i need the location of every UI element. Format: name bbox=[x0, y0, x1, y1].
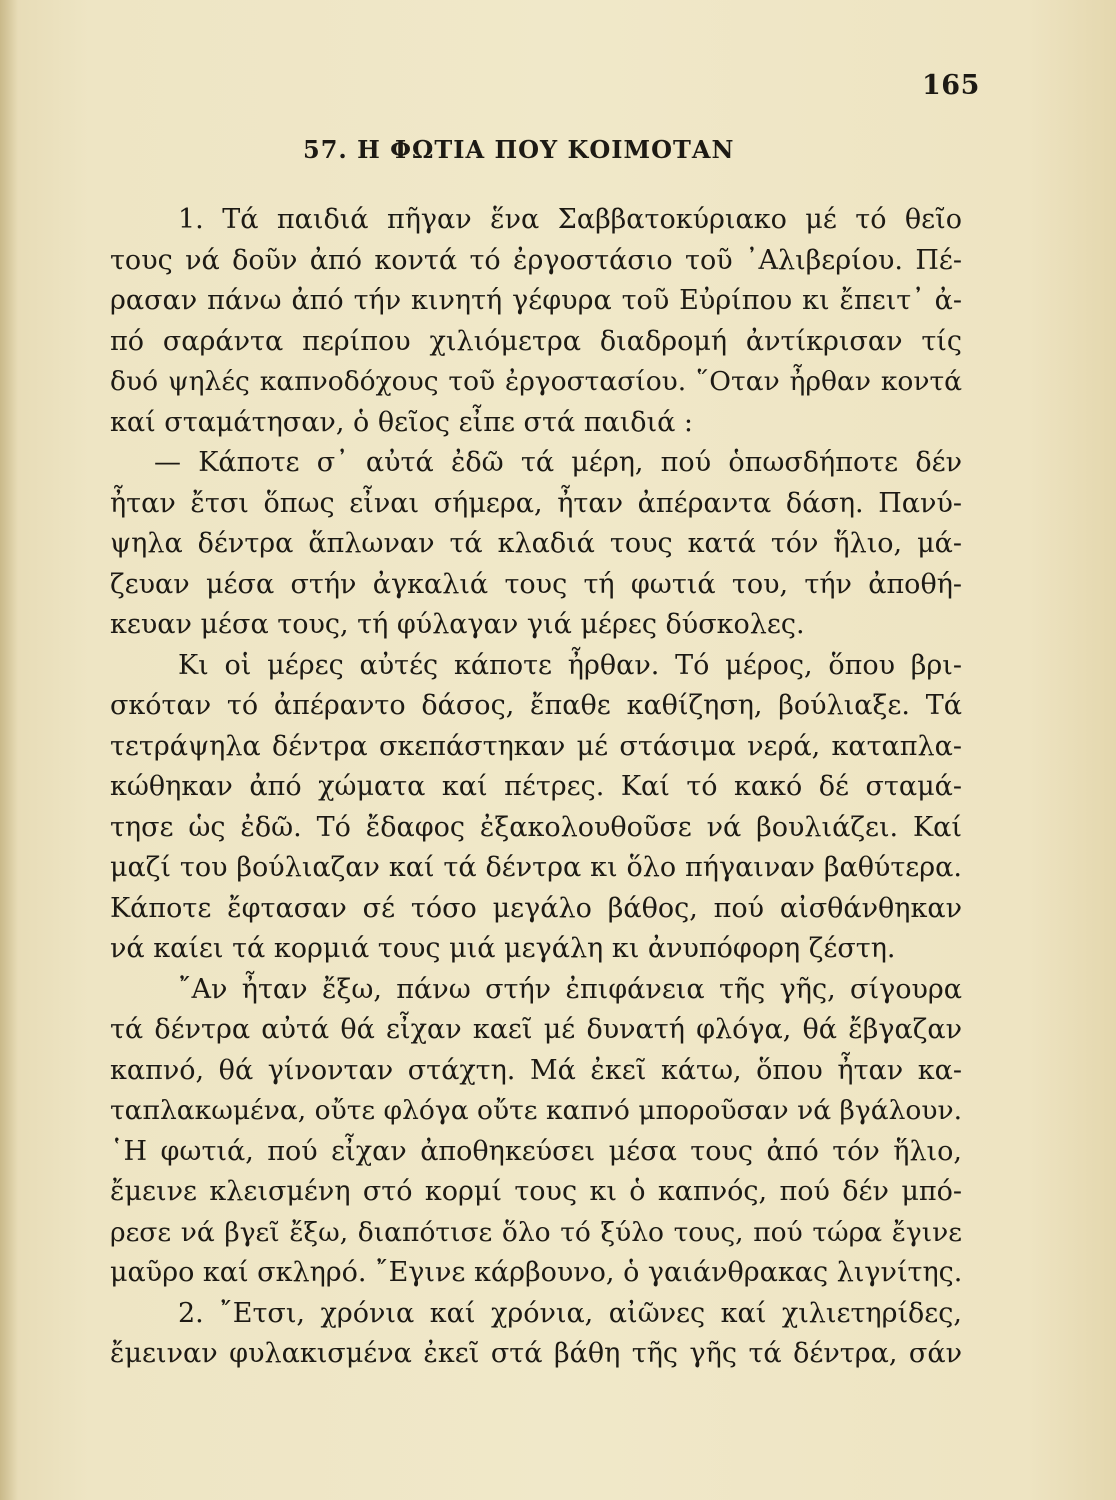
text-line: τά δέντρα αὐτά θά εἶχαν καεῖ μέ δυνατή φλόγα, θά ἔβγαζαν bbox=[110, 1014, 962, 1045]
text-line: καπνό, θά γίνονταν στάχτη. Μά ἐκεῖ κάτω, ὅπου ἦταν κα- bbox=[110, 1054, 962, 1086]
spine-shadow bbox=[0, 0, 18, 1500]
body-text bbox=[110, 200, 962, 1375]
page-number: 165 bbox=[922, 70, 980, 101]
text-line: κευαν μέσα τους, τή φύλαγαν γιά μέρες δύσκολες. bbox=[110, 609, 805, 640]
text-line: ἦταν ἔτσι ὅπως εἶναι σήμερα, ἦταν ἀπέραντα δάση. Πανύ- bbox=[110, 487, 962, 519]
text-line: καί σταμάτησαν, ὁ θεῖος εἶπε στά παιδιά : bbox=[110, 406, 694, 438]
chapter-title: 57. Η ΦΩΤΙΑ ΠΟΥ ΚΟΙΜΟΤΑΝ bbox=[303, 135, 735, 164]
text-line: 1. Τά παιδιά πῆγαν ἕνα Σαββατοκύριακο μέ τό θεῖο bbox=[178, 204, 962, 235]
text-line: μαῦρο καί σκληρό. ῎Εγινε κάρβουνο, ὁ γαιάνθρακας λιγνίτης. bbox=[110, 1257, 963, 1288]
text-line: ρασαν πάνω ἀπό τήν κινητή γέφυρα τοῦ Εὐρίπου κι ἔπειτ᾽ ἀ- bbox=[110, 285, 962, 316]
text-line: Κι οἱ μέρες αὐτές κάποτε ἦρθαν. Τό μέρος, ὅπου βρι- bbox=[178, 649, 962, 681]
text-line: ψηλα δέντρα ἅπλωναν τά κλαδιά τους κατά τόν ἥλιο, μά- bbox=[110, 528, 962, 559]
text-line: ῎Αν ἦταν ἔξω, πάνω στήν ἐπιφάνεια τῆς γῆς, σίγουρα bbox=[178, 973, 962, 1005]
text-line: πό σαράντα περίπου χιλιόμετρα διαδρομή ἀντίκρισαν τίς bbox=[110, 325, 962, 357]
text-line: ρεσε νά βγεῖ ἔξω, διαπότισε ὅλο τό ξύλο τους, πού τώρα ἔγινε bbox=[110, 1216, 962, 1248]
text-line: — Κάποτε σ᾽ αὐτά ἐδῶ τά μέρη, πού ὁπωσδήποτε δέν bbox=[154, 447, 962, 478]
text-line: ἔμειναν φυλακισμένα ἐκεῖ στά βάθη τῆς γῆς τά δέντρα, σάν bbox=[110, 1338, 962, 1369]
text-line: τους νά δοῦν ἀπό κοντά τό ἐργοστάσιο τοῦ ᾽Αλιβερίου. Πέ- bbox=[110, 244, 962, 276]
text-line: δυό ψηλές καπνοδόχους τοῦ ἐργοστασίου. ῞Οταν ἦρθαν κοντά bbox=[110, 366, 962, 397]
text-line: ῾Η φωτιά, πού εἶχαν ἀποθηκεύσει μέσα τους ἀπό τόν ἥλιο, bbox=[110, 1135, 962, 1167]
text-line: νά καίει τά κορμιά τους μιά μεγάλη κι ἀνυπόφορη ζέστη. bbox=[110, 933, 896, 964]
text-line: 2. ῎Ετσι, χρόνια καί χρόνια, αἰῶνες καί χιλιετηρίδες, bbox=[178, 1297, 962, 1329]
text-line: μαζί του βούλιαζαν καί τά δέντρα κι ὅλο πήγαιναν βαθύτερα. bbox=[110, 852, 962, 883]
text-line: τησε ὡς ἐδῶ. Τό ἔδαφος ἐξακολουθοῦσε νά βουλιάζει. Καί bbox=[110, 811, 962, 843]
text-line: τετράψηλα δέντρα σκεπάστηκαν μέ στάσιμα νερά, καταπλα- bbox=[110, 730, 962, 762]
text-line: σκόταν τό ἀπέραντο δάσος, ἔπαθε καθίζηση, βούλιαξε. Τά bbox=[110, 690, 962, 721]
text-line: ζευαν μέσα στήν ἀγκαλιά τους τή φωτιά του, τήν ἀποθή- bbox=[110, 568, 962, 600]
text-line: ταπλακωμένα, οὔτε φλόγα οὔτε καπνό μποροῦσαν νά βγάλουν. bbox=[110, 1095, 962, 1126]
text-line: ἔμεινε κλεισμένη στό κορμί τους κι ὁ καπνός, πού δέν μπό- bbox=[110, 1176, 962, 1207]
text-line: κώθηκαν ἀπό χώματα καί πέτρες. Καί τό κακό δέ σταμά- bbox=[110, 771, 962, 802]
text-line: Κάποτε ἔφτασαν σέ τόσο μεγάλο βάθος, πού αἰσθάνθηκαν bbox=[110, 892, 962, 924]
